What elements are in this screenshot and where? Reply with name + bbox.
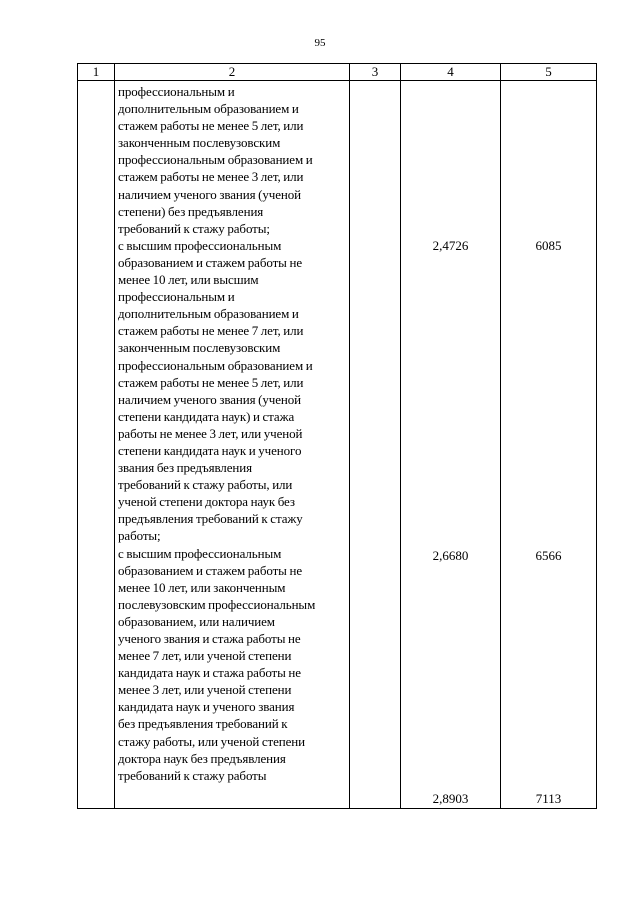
coefficient-value-2: 2,6680 xyxy=(432,548,469,563)
column-header-3: 3 xyxy=(350,64,401,81)
table-row xyxy=(78,81,597,809)
coefficient-value-3: 2,8903 xyxy=(432,791,469,806)
column-3-cell xyxy=(350,81,401,809)
column-header-1: 1 xyxy=(78,64,115,81)
salary-table xyxy=(77,63,597,809)
requirements-paragraph-2: с высшим профессиональным образованием и стажем работы не менее 10 лет, или высшим профессиональным и дополнительным образованием и стажем работы не менее 7 лет, или законченным послевузовским профессиональным образованием и стажем работы не менее 5 лет, или наличием ученого звания (ученой степени кандидата наук) и стажа работы не менее 3 лет, или ученой степени кандидата наук и ученого звания без предъявления требований к стажу работы, или ученой степени доктора наук без предъявления требований к стажу работы; xyxy=(118,237,313,544)
coefficient-cell xyxy=(401,81,501,809)
page-number: 95 xyxy=(314,37,326,49)
column-header-5: 5 xyxy=(501,64,597,81)
amount-value-2: 6566 xyxy=(535,548,562,563)
requirements-cell xyxy=(115,81,350,809)
table-header-row xyxy=(78,64,597,81)
amount-value-1: 6085 xyxy=(535,238,562,253)
amount-value-3: 7113 xyxy=(535,791,562,806)
column-header-2: 2 xyxy=(115,64,350,81)
column-header-4: 4 xyxy=(401,64,501,81)
requirements-paragraph-3: с высшим профессиональным образованием и стажем работы не менее 10 лет, или законченным послевузовским профессиональным образованием, или наличием ученого звания и стажа работы не менее 7 лет, или ученой степени кандидата наук и стажа работы не менее 3 лет, или ученой степени кандидата наук и ученого звания без предъявления требований к стажу работы, или ученой степени доктора наук без предъявления требований к стажу работы xyxy=(118,545,316,783)
amount-cell xyxy=(501,81,597,809)
requirements-paragraph-1: профессиональным и дополнительным образованием и стажем работы не менее 5 лет, или законченным послевузовским профессиональным образованием и стажем работы не менее 3 лет, или наличием ученого звания (ученой степени) без предъявления требований к стажу работы; xyxy=(118,84,313,236)
coefficient-value-1: 2,4726 xyxy=(432,238,469,253)
column-1-cell xyxy=(78,81,115,809)
